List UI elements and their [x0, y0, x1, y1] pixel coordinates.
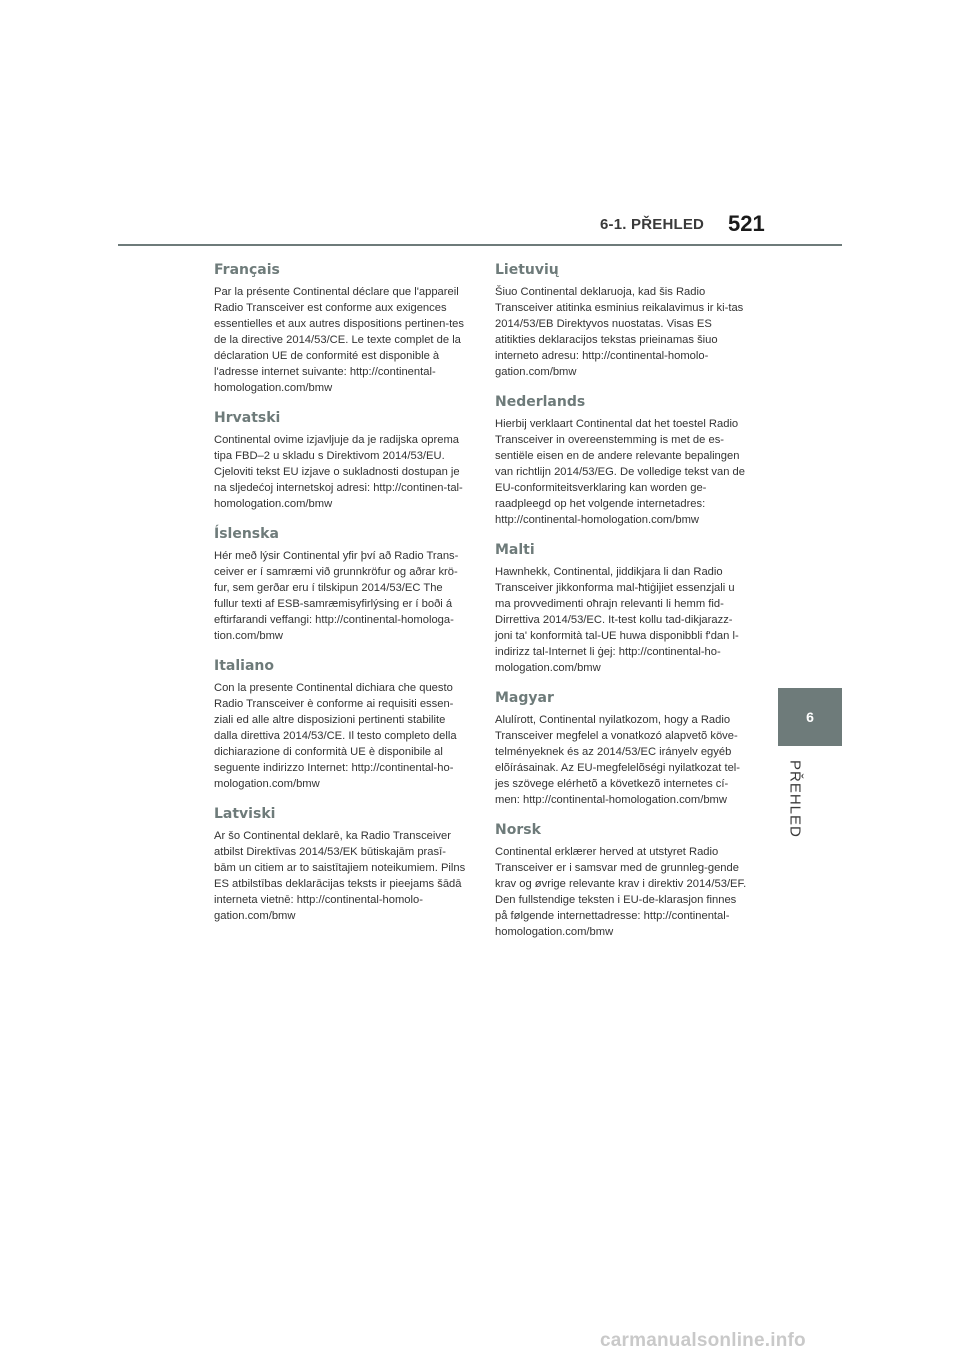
- section-francais: [214, 262, 466, 396]
- section-text: Par la présente Continental déclare que l'appareil Radio Transceiver est conforme aux exigences essentielles et aux autres dispositions pertinen-tes de la directive 2014/53/CE. Le texte complet de la déclaration UE de conformité est disponible à l'adresse internet suivante: http://continental-homologation.com/bmw: [214, 286, 464, 394]
- section-heading: Malti: [495, 542, 535, 558]
- section-text: Hierbij verklaart Continental dat het toestel Radio Transceiver in overeenstemming is met de es-sentiële eisen en de andere relevante bepalingen van richtlijn 2014/53/EG. De volledige tekst van de EU-conformiteitsverklaring kan worden ge-raadpleegd op het volgende internetadres: http://continental-homologation.com/bmw: [495, 418, 745, 526]
- section-text: Continental ovime izjavljuje da je radijska oprema tipa FBD–2 u skladu s Direktivom 2014/53/EU. Cjeloviti tekst EU izjave o sukladnosti dostupan je na sljedećoj internetskoj adresi: http://continen-tal-homologation.com/bmw: [214, 434, 463, 510]
- section-text: Šiuo Continental deklaruoja, kad šis Radio Transceiver atitinka esminius reikalavimus ir ki-tas 2014/53/EB Direktyvos nuostatas. Visas ES atitikties deklaracijos tekstas prieinamas šiuo interneto adresu: http://continental-homolo-gation.com/bmw: [495, 286, 744, 378]
- section-malti: [495, 542, 747, 676]
- section-heading: Français: [214, 262, 280, 278]
- section-nederlands: [495, 394, 747, 528]
- section-hrvatski: [214, 410, 466, 512]
- chapter-number: 6: [806, 709, 814, 725]
- section-heading: Íslenska: [214, 526, 279, 542]
- right-column: [495, 262, 747, 954]
- section-italiano: [214, 658, 466, 792]
- section-heading: Italiano: [214, 658, 274, 674]
- section-norsk: [495, 822, 747, 940]
- header-title: 6-1. PŘEHLED: [600, 216, 705, 233]
- section-latviski: [214, 806, 466, 924]
- section-heading: Hrvatski: [214, 410, 281, 426]
- section-heading: Lietuvių: [495, 262, 559, 278]
- footer-watermark: carmanualsonline.info: [600, 1330, 806, 1351]
- section-heading: Magyar: [495, 690, 554, 706]
- left-column: [214, 262, 466, 938]
- section-magyar: [495, 690, 747, 808]
- chapter-label: PŘEHLED: [786, 760, 804, 838]
- section-heading: Latviski: [214, 806, 276, 822]
- section-heading: Norsk: [495, 822, 541, 838]
- chapter-side-label: [770, 760, 820, 840]
- section-text: Continental erklærer herved at utstyret Radio Transceiver er i samsvar med de grunnleg-gende krav og øvrige relevante krav i direktiv 2014/53/EF. Den fullstendige teksten i EU-de-klarasjon finnes på følgende internettadresse: http://continental-homologation.com/bmw: [495, 846, 747, 938]
- section-islenska: [214, 526, 466, 644]
- section-text: Hér með lýsir Continental yfir því að Radio Trans-ceiver er í samræmi við grunnkröfur og aðrar krö-fur, sem gerðar eru í tilskipun 2014/53/EC The fullur texti af ESB-samræmisyfirlýsing er í boði á eftirfarandi veffangi: http://continental-homologa-tion.com/bmw: [214, 550, 459, 642]
- chapter-tab: [778, 688, 842, 746]
- header-divider: [118, 244, 842, 246]
- section-lietuviu: [495, 262, 747, 380]
- section-text: Con la presente Continental dichiara che questo Radio Transceiver è conforme ai requisiti essen-ziali ed alle altre disposizioni pertinenti stabilite dalla direttiva 2014/53/CE. Il testo completo della dichiarazione di conformità UE è disponibile al seguente indirizzo Internet: http://continental-ho-mologation.com/bmw: [214, 682, 457, 790]
- section-text: Hawnhekk, Continental, jiddikjara li dan Radio Transceiver jikkonforma mal-ħtiġijiet essenzjali u ma provvedimenti oħrajn relevanti li hemm fid-Dirrettiva 2014/53/EC. It-test kollu tad-dikjarazz-joni ta' konformità tal-UE huwa disponibbli f'dan l-indirizz tal-Internet li ġej: http://continental-ho-mologation.com/bmw: [495, 566, 739, 674]
- section-heading: Nederlands: [495, 394, 586, 410]
- section-text: Alulírott, Continental nyilatkozom, hogy a Radio Transceiver megfelel a vonatkozó alapvetõ köve-telményeknek és az 2014/53/EC irányelv egyéb elõírásainak. Az EU-megfelelõségi nyilatkozat tel-jes szövege elérhetõ a következõ internetes cí-men: http://continental-homologation.com/bmw: [495, 714, 740, 806]
- page-number: 521: [728, 211, 765, 236]
- section-text: Ar šo Continental deklarē, ka Radio Transceiver atbilst Direktīvas 2014/53/EK būtiskajām prasī-bām un citiem ar to saistītajiem noteikumiem. Pilns ES atbilstības deklarācijas teksts ir pieejams šādā interneta vietnē: http://continental-homolo-gation.com/bmw: [214, 830, 466, 922]
